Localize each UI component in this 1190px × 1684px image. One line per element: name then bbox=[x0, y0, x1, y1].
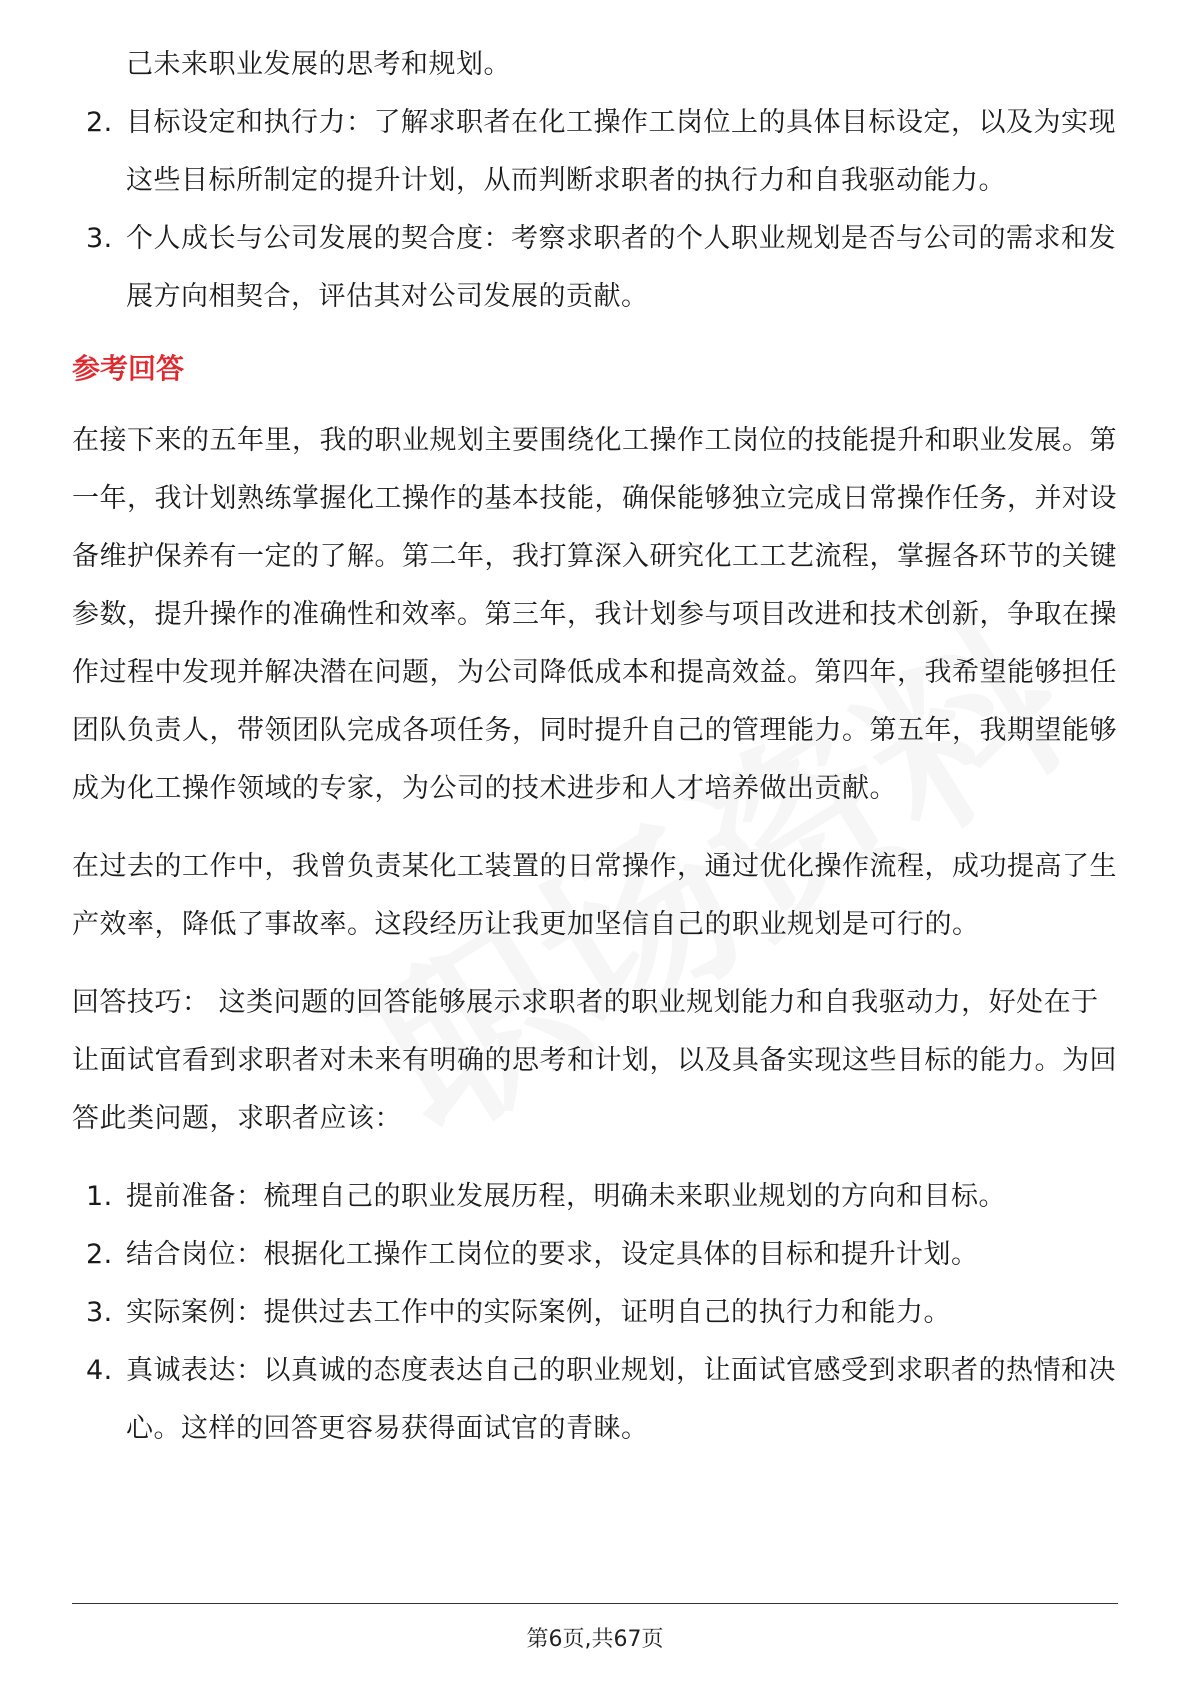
list-item-number: 4. bbox=[86, 1355, 113, 1386]
tips-paragraph: 回答技巧： 这类问题的回答能够展示求职者的职业规划能力和自我驱动力，好处在于让面试官看到求职者对未来有明确的思考和计划，以及具备实现这些目标的能力。为回答此类问题，求职者应该： bbox=[72, 987, 1117, 1134]
list-item bbox=[72, 1342, 1118, 1458]
list-item-text: 目标设定和执行力：了解求职者在化工操作工岗位上的具体目标设定，以及为实现这些目标所制定的提升计划，从而判断求职者的执行力和自我驱动能力。 bbox=[126, 107, 1116, 196]
list-item-number: 1. bbox=[86, 1181, 113, 1212]
footer-divider bbox=[72, 1603, 1118, 1604]
page-number: 第6页,共67页 bbox=[526, 1627, 664, 1652]
list-item-number: 3. bbox=[86, 223, 113, 254]
list-item bbox=[72, 1284, 1118, 1342]
list-item bbox=[72, 1226, 1118, 1284]
list-continuation: 己未来职业发展的思考和规划。 bbox=[126, 49, 511, 80]
answer-paragraph: 在接下来的五年里，我的职业规划主要围绕化工操作工岗位的技能提升和职业发展。第一年，我计划熟练掌握化工操作的基本技能，确保能够独立完成日常操作任务，并对设备维护保养有一定的了解。第二年，我打算深入研究化工工艺流程，掌握各环节的关键参数，提升操作的准确性和效率。第三年，我计划参与项目改进和技术创新，争取在操作过程中发现并解决潜在问题，为公司降低成本和提高效益。第四年，我希望能够担任团队负责人，带领团队完成各项任务，同时提升自己的管理能力。第五年，我期望能够成为化工操作领域的专家，为公司的技术进步和人才培养做出贡献。 bbox=[72, 425, 1117, 804]
list-item bbox=[72, 210, 1118, 326]
list-item bbox=[72, 1168, 1118, 1226]
document-page bbox=[72, 36, 1118, 1458]
list-item-text: 真诚表达：以真诚的态度表达自己的职业规划，让面试官感受到求职者的热情和决心。这样的回答更容易获得面试官的青睐。 bbox=[126, 1355, 1116, 1444]
section-heading: 参考回答 bbox=[72, 352, 185, 385]
evaluation-points-list bbox=[72, 94, 1118, 326]
answer-paragraph: 在过去的工作中，我曾负责某化工装置的日常操作，通过优化操作流程，成功提高了生产效率，降低了事故率。这段经历让我更加坚信自己的职业规划是可行的。 bbox=[72, 851, 1117, 940]
list-item-number: 3. bbox=[86, 1297, 113, 1328]
list-item-text: 实际案例：提供过去工作中的实际案例，证明自己的执行力和能力。 bbox=[126, 1297, 951, 1328]
list-item bbox=[72, 94, 1118, 210]
tips-list bbox=[72, 1168, 1118, 1458]
list-item-number: 2. bbox=[86, 1239, 113, 1270]
list-item-text: 结合岗位：根据化工操作工岗位的要求，设定具体的目标和提升计划。 bbox=[126, 1239, 979, 1270]
list-item-text: 个人成长与公司发展的契合度：考察求职者的个人职业规划是否与公司的需求和发展方向相契合，评估其对公司发展的贡献。 bbox=[126, 223, 1116, 312]
list-item-text: 提前准备：梳理自己的职业发展历程，明确未来职业规划的方向和目标。 bbox=[126, 1181, 1006, 1212]
list-item-number: 2. bbox=[86, 107, 113, 138]
